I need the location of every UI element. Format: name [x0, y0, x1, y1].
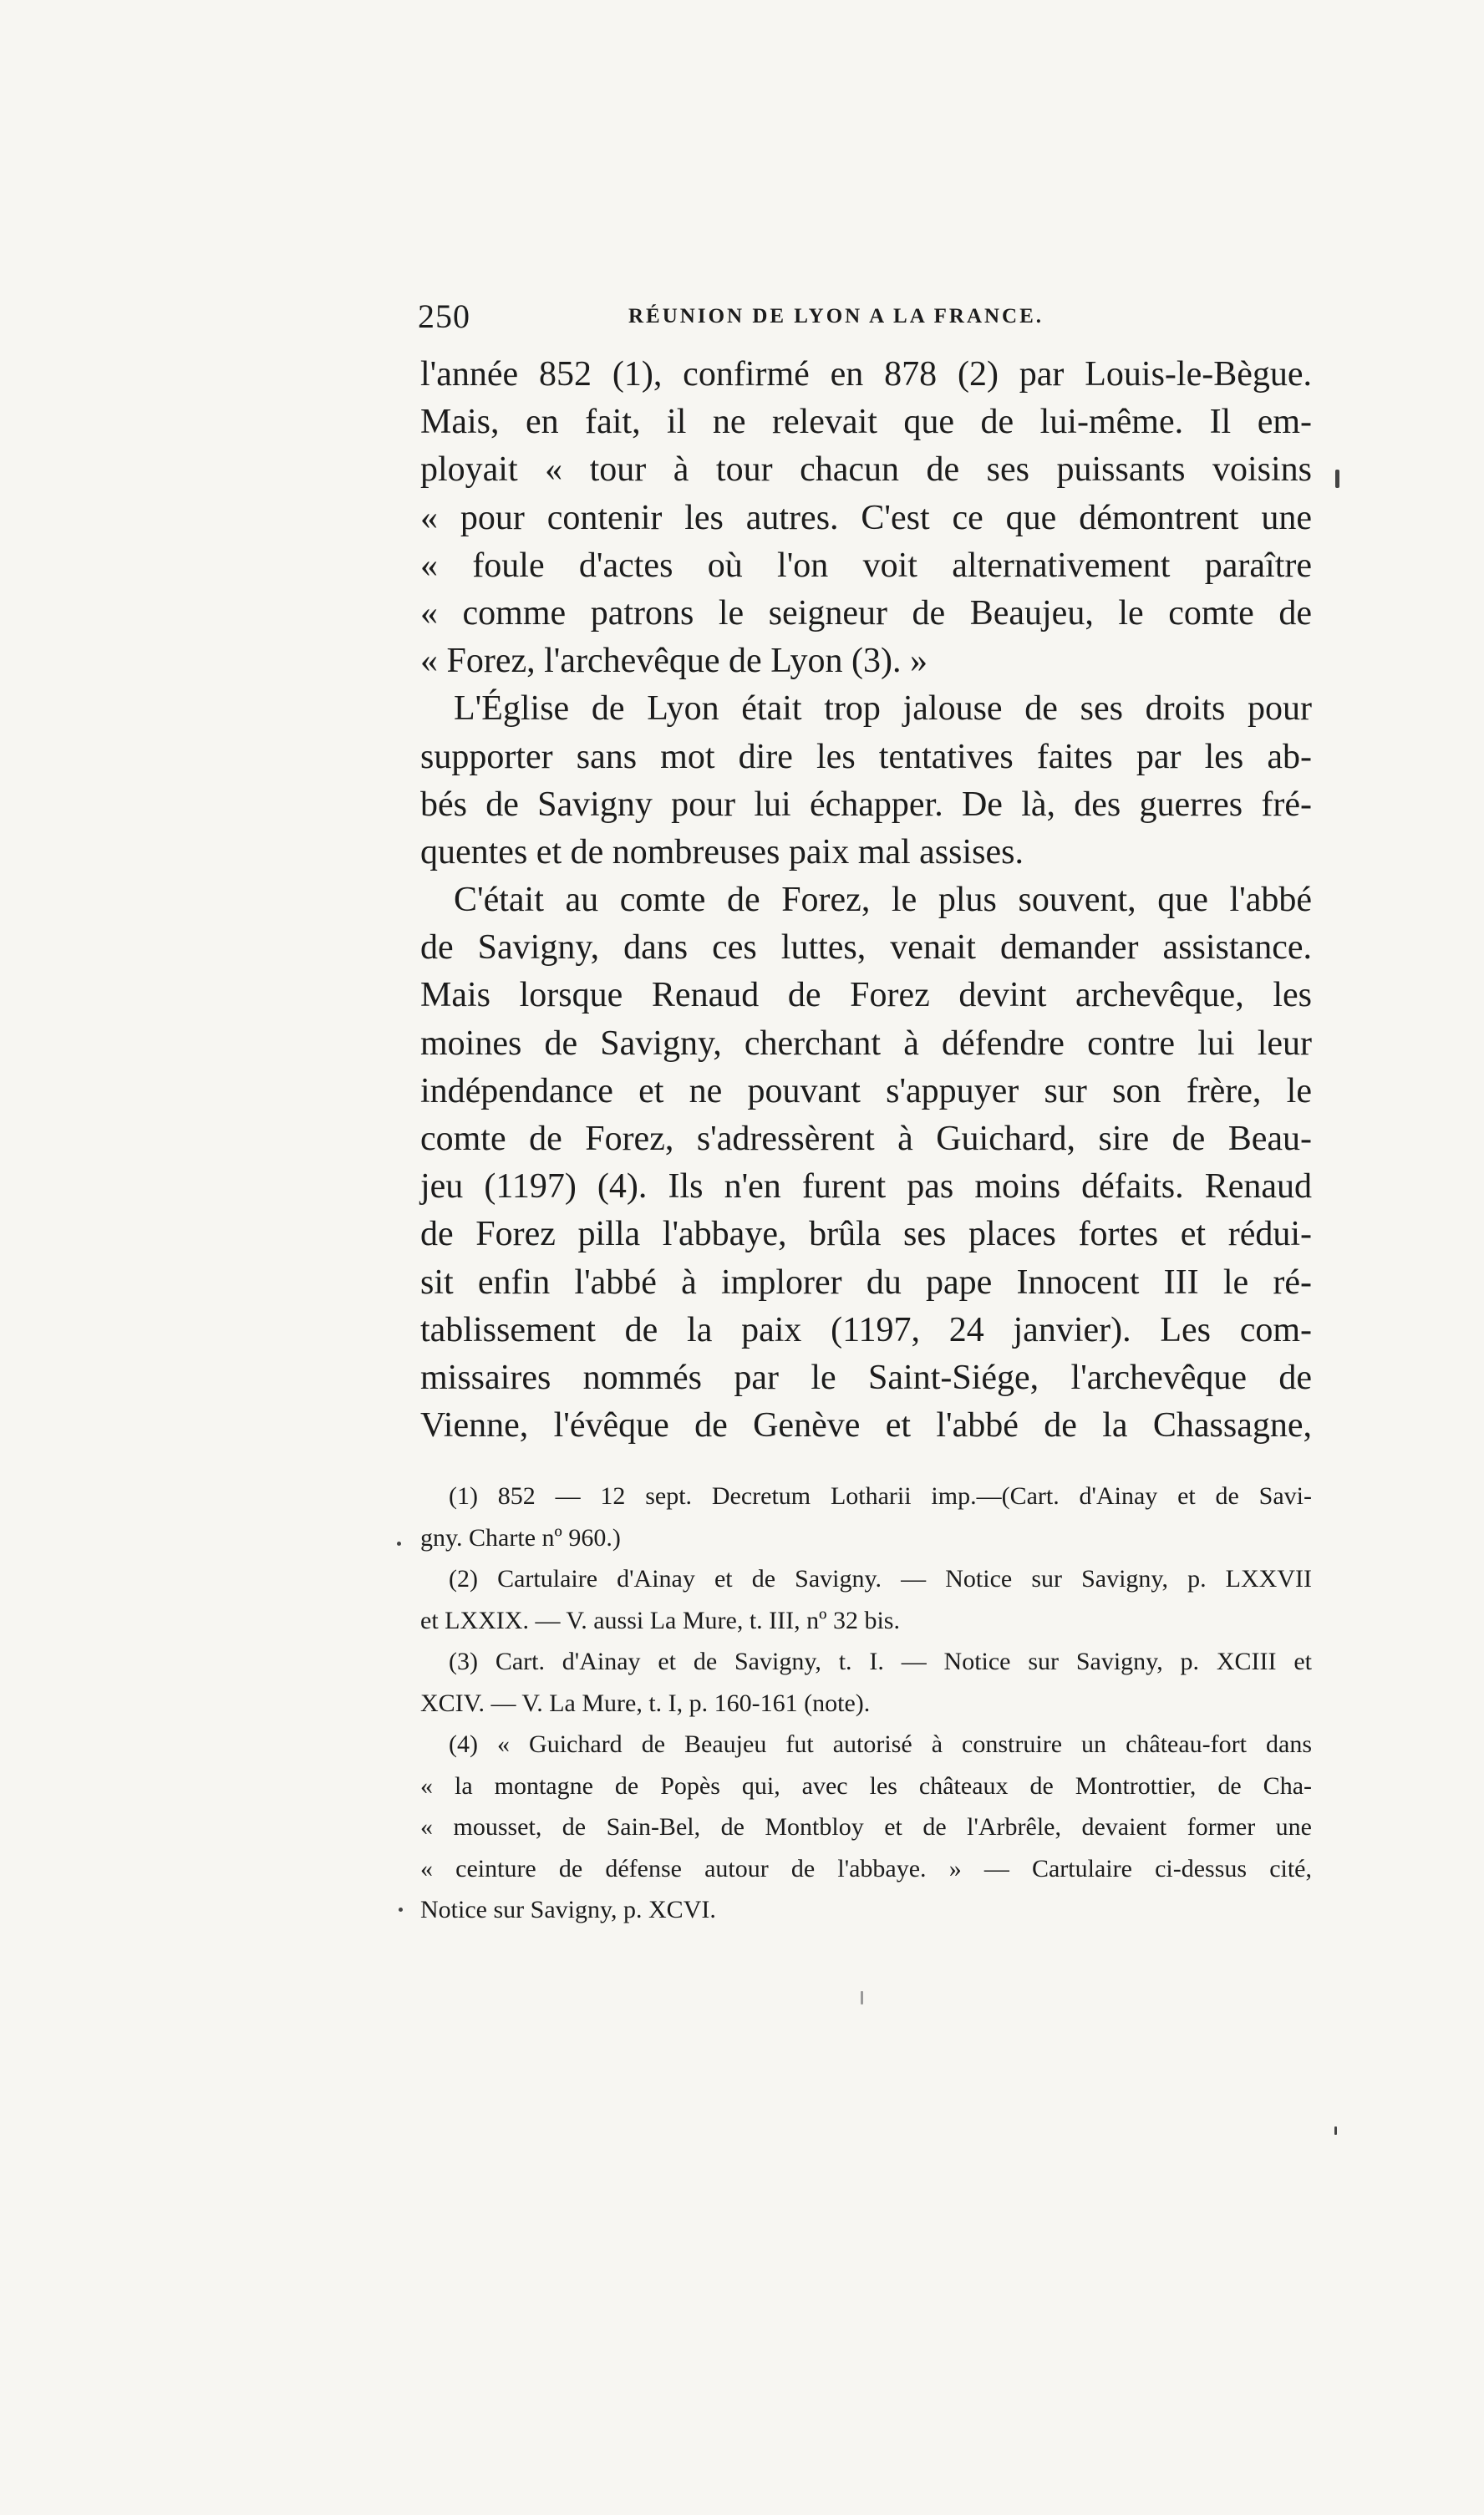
- footnote-line: (3) Cart. d'Ainay et de Savigny, t. I. — Notice sur Savigny, p. XCIII et: [449, 1648, 1312, 1675]
- footnote-line: « la montagne de Popès qui, avec les châteaux de Montrottier, de Cha-: [420, 1771, 1312, 1800]
- footnote-line: Notice sur Savigny, p. XCVI.: [420, 1896, 716, 1923]
- body-line: l'année 852 (1), confirmé en 878 (2) par Louis-le-Bègue.: [420, 355, 1312, 394]
- body-line: quentes et de nombreuses paix mal assises.: [420, 832, 1024, 871]
- body-line: « pour contenir les autres. C'est ce que démontrent une: [420, 498, 1312, 537]
- body-line: C'était au comte de Forez, le plus souvent, que l'abbé: [454, 881, 1312, 920]
- running-title: RÉUNION DE LYON A LA FRANCE.: [628, 305, 1044, 328]
- body-line: supporter sans mot dire les tentatives faites par les ab-: [420, 737, 1312, 776]
- footnote-line: (1) 852 — 12 sept. Decretum Lotharii imp.—(Cart. d'Ainay et de Savi-: [449, 1482, 1312, 1510]
- page-number: 250: [418, 297, 470, 335]
- body-line: moines de Savigny, cherchant à défendre contre lui leur: [420, 1024, 1312, 1063]
- body-line: de Savigny, dans ces luttes, venait demander assistance.: [420, 928, 1312, 968]
- body-line: comte de Forez, s'adressèrent à Guichard, sire de Beau-: [420, 1120, 1312, 1158]
- footnote-line: (2) Cartulaire d'Ainay et de Savigny. — Notice sur Savigny, p. LXXVII: [449, 1565, 1312, 1593]
- body-line: de Forez pilla l'abbaye, brûla ses places fortes et rédui-: [420, 1215, 1312, 1254]
- footnote-line: (4) « Guichard de Beaujeu fut autorisé à construire un château-fort dans: [449, 1730, 1312, 1758]
- body-line: missaires nommés par le Saint-Siége, l'archevêque de: [420, 1358, 1312, 1397]
- print-speck: [397, 1542, 401, 1546]
- footnote-line: « ceinture de défense autour de l'abbaye. » — Cartulaire ci-dessus cité,: [420, 1854, 1312, 1882]
- body-line: Vienne, l'évêque de Genève et l'abbé de la Chassagne,: [420, 1406, 1312, 1445]
- body-line: tablissement de la paix (1197, 24 janvier). Les com-: [420, 1310, 1312, 1349]
- footnote-line: et LXXIX. — V. aussi La Mure, t. III, nº 32 bis.: [420, 1606, 900, 1634]
- body-line: L'Église de Lyon était trop jalouse de ses droits pour: [454, 689, 1312, 729]
- footnote-line: « mousset, de Sain-Bel, de Montbloy et de l'Arbrêle, devaient former une: [420, 1813, 1312, 1841]
- body-line: jeu (1197) (4). Ils n'en furent pas moins défaits. Renaud: [420, 1167, 1312, 1207]
- print-speck: [861, 1991, 863, 2004]
- page-header: [418, 297, 1354, 347]
- body-line: « comme patrons le seigneur de Beaujeu, le comte de: [420, 593, 1312, 633]
- print-speck: [399, 1908, 403, 1912]
- footnote-line: XCIV. — V. La Mure, t. I, p. 160-161 (note).: [420, 1689, 871, 1717]
- body-line: « Forez, l'archevêque de Lyon (3). »: [420, 642, 928, 681]
- body-line: ployait « tour à tour chacun de ses puissants voisins: [420, 450, 1312, 490]
- footnotes: [420, 1476, 1312, 1931]
- body-line: Mais, en fait, il ne relevait que de lui-même. Il em-: [420, 403, 1312, 442]
- body-line: « foule d'actes où l'on voit alternativement paraître: [420, 546, 1312, 585]
- body-line: bés de Savigny pour lui échapper. De là, des guerres fré-: [420, 785, 1312, 824]
- footnote-line: gny. Charte nº 960.): [420, 1523, 621, 1552]
- body-line: Mais lorsque Renaud de Forez devint archevêque, les: [420, 976, 1312, 1015]
- print-speck: [1335, 470, 1339, 488]
- print-speck: [1334, 2126, 1337, 2135]
- body-line: indépendance et ne pouvant s'appuyer sur son frère, le: [420, 1071, 1312, 1110]
- body-text: [420, 351, 1312, 1450]
- body-line: sit enfin l'abbé à implorer du pape Innocent III le ré-: [420, 1263, 1312, 1302]
